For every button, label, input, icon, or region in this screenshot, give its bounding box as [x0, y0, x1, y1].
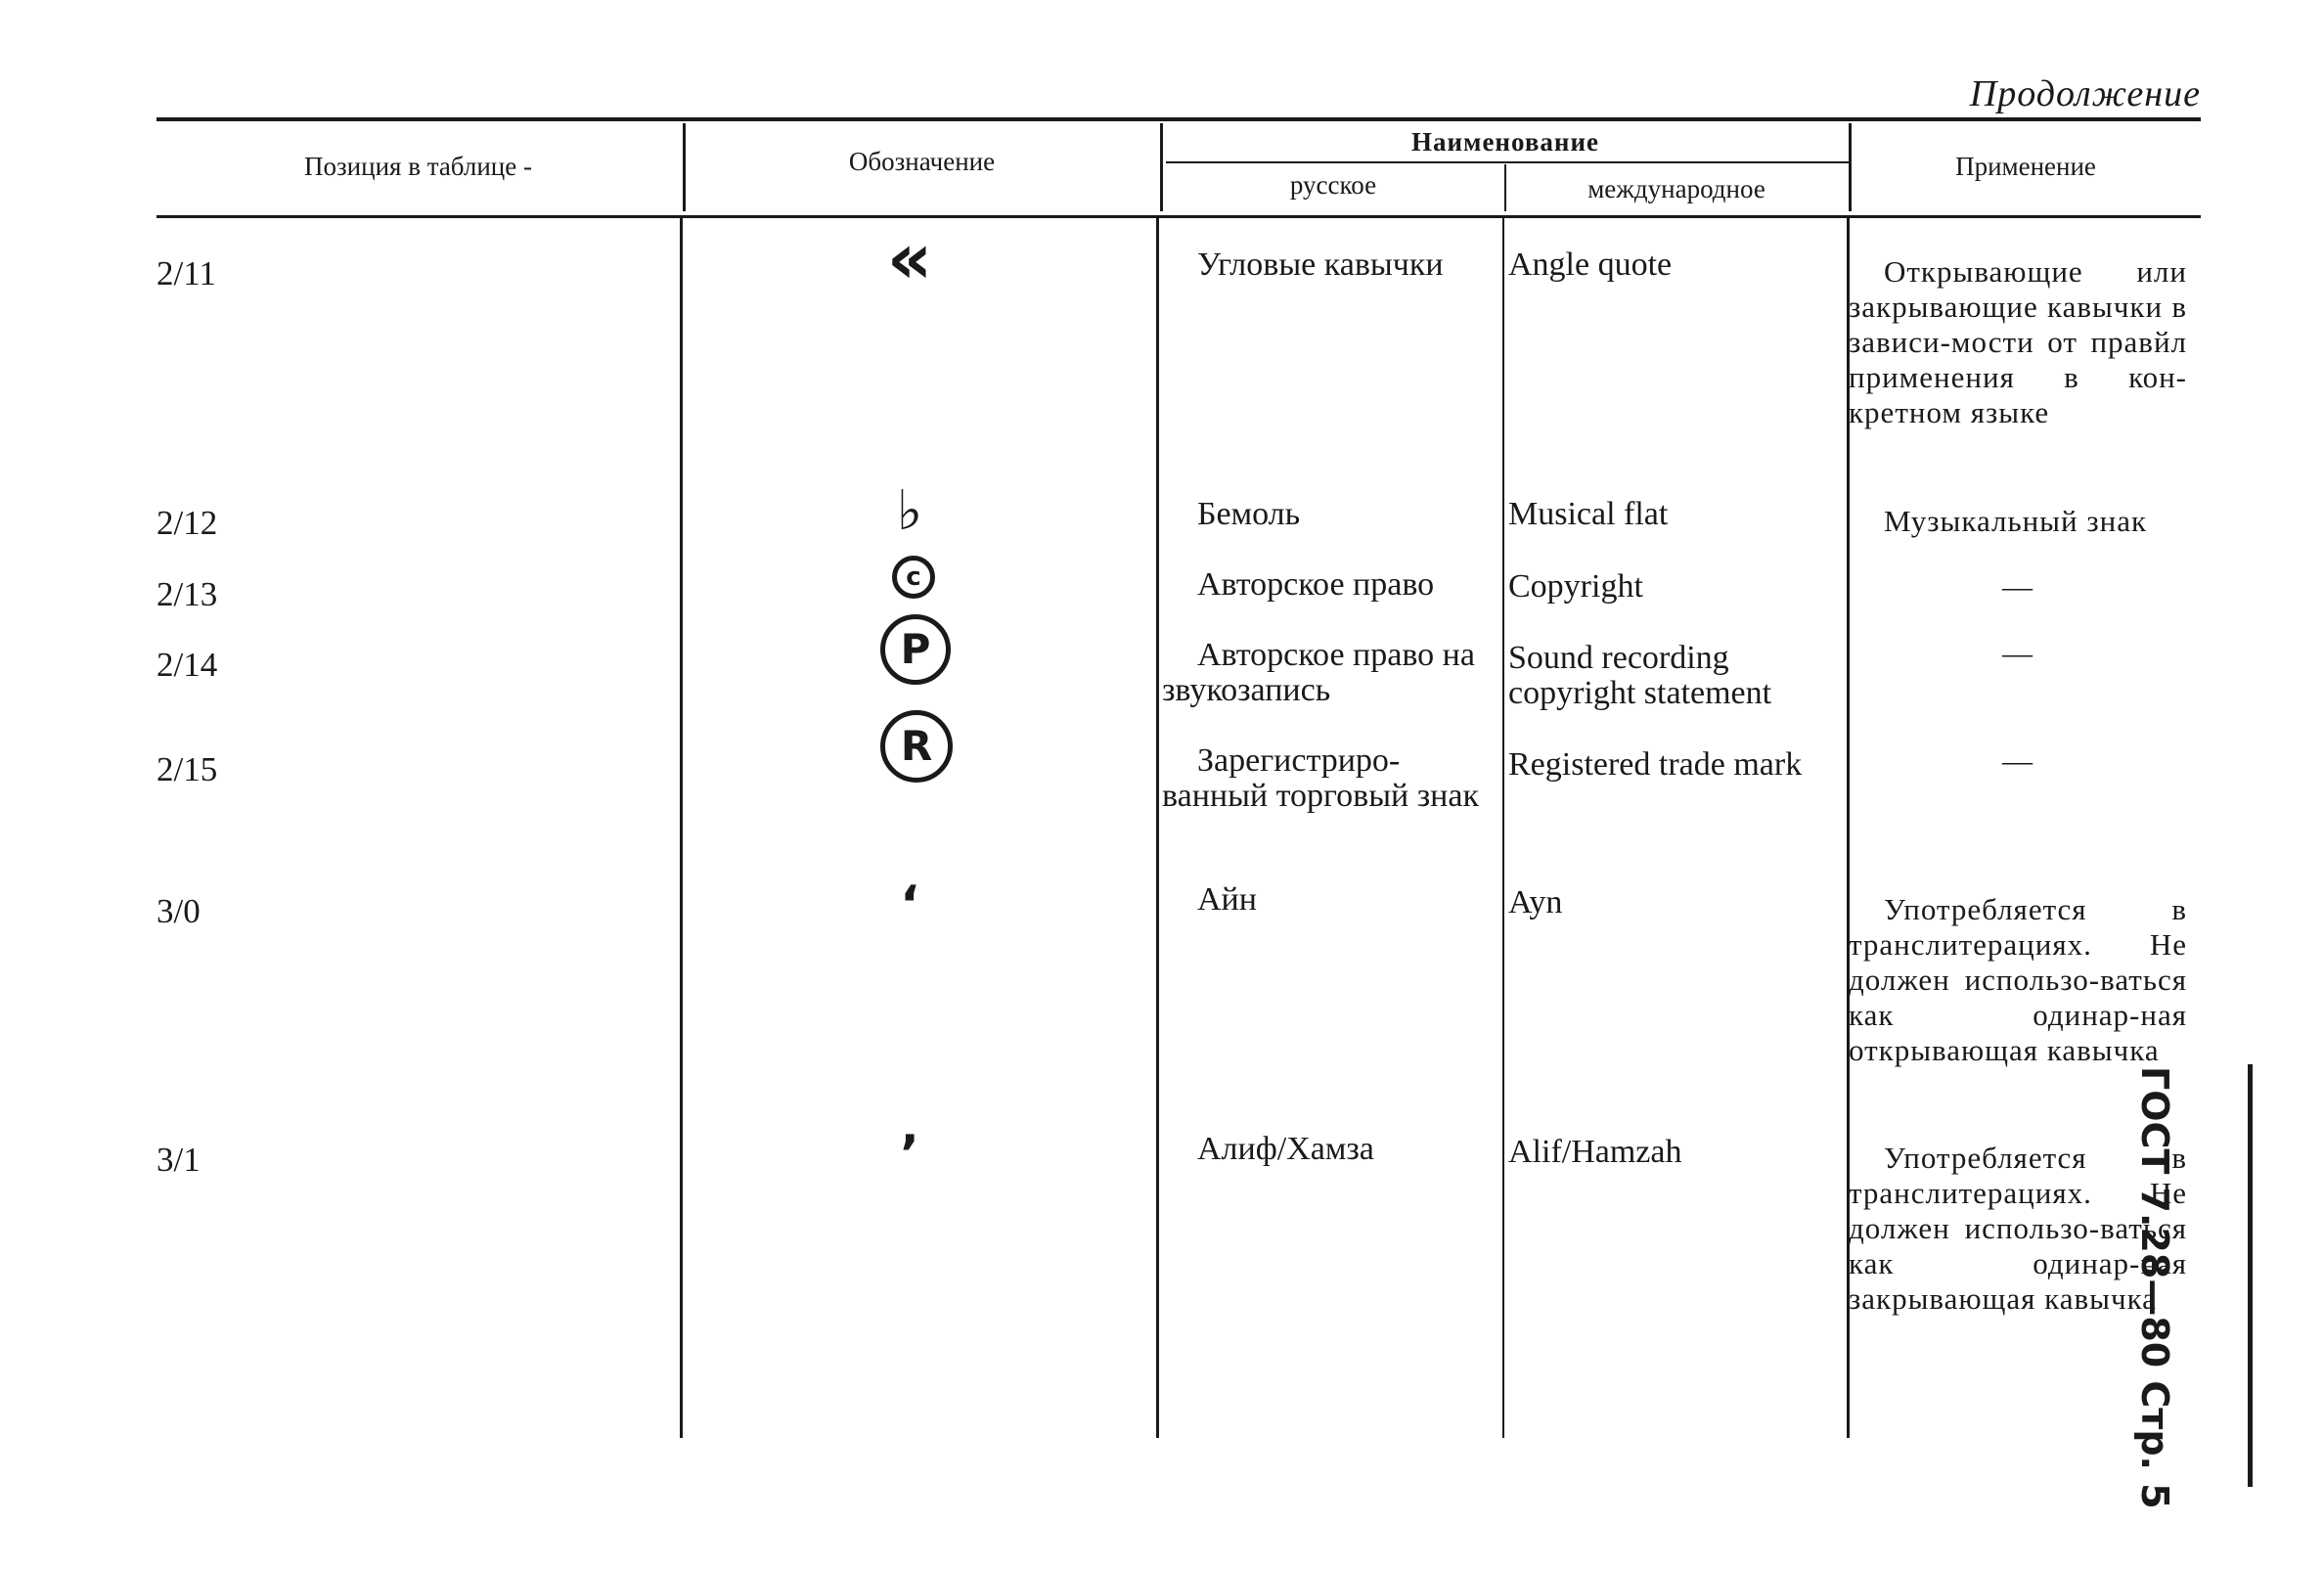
- copyright-icon: c: [892, 556, 935, 599]
- row-international-name: Angle quote: [1508, 247, 1673, 283]
- table-top-rule: [156, 117, 2201, 121]
- header-application: Применение: [1955, 152, 2096, 181]
- side-page-label: ГОСТ 7.28—80 Стр. 5: [2133, 1066, 2176, 1509]
- row-international-name: Ayn: [1508, 884, 1563, 920]
- col-divider-3-body: [1502, 217, 1504, 1438]
- row-application: —: [2002, 743, 2034, 778]
- row-russian-name: Бемоль: [1197, 496, 1301, 532]
- row-application: Музыкальный знак: [1884, 504, 2148, 538]
- row-russian-name: Айн: [1197, 881, 1257, 918]
- row-international-name: Alif/Hamzah: [1508, 1134, 1682, 1170]
- row-international-name: Copyright: [1508, 568, 1643, 605]
- row-position: 2/12: [156, 504, 218, 542]
- row-russian-name: Авторское право на звукозапись: [1162, 637, 1475, 708]
- row-application: Употребляется в транслитерациях. Не должен использо-ваться как одинар-ная закрывающая кавычка: [1849, 1141, 2187, 1316]
- col-divider-2: [1160, 123, 1163, 211]
- header-designation: Обозначение: [848, 147, 996, 176]
- row-position: 2/13: [156, 575, 218, 613]
- col-divider-2-body: [1156, 217, 1159, 1438]
- row-position: 2/14: [156, 646, 218, 684]
- side-rule: [2248, 1064, 2253, 1487]
- header-name: Наименование: [1411, 127, 1599, 157]
- header-bottom-rule: [156, 215, 2201, 218]
- row-position: 3/0: [156, 892, 201, 930]
- ayn-icon: ‘: [900, 875, 919, 934]
- sound-recording-copyright-icon: P: [880, 614, 951, 685]
- name-group-rule: [1166, 161, 1849, 163]
- row-russian-name: Алиф/Хамза: [1197, 1131, 1374, 1167]
- row-russian-name: Угловые кавычки: [1197, 247, 1444, 283]
- row-application: —: [2002, 569, 2034, 604]
- row-russian-name: Зарегистриро-ванный торговый знак: [1162, 742, 1479, 814]
- header-name-russian: русское: [1289, 170, 1377, 200]
- alif-hamzah-icon: ’: [900, 1125, 919, 1184]
- row-international-name: Musical flat: [1508, 496, 1669, 532]
- row-international-name: Sound recording copyright statement: [1508, 640, 1772, 711]
- row-position: 2/11: [156, 254, 216, 292]
- angle-quote-icon: «: [886, 217, 933, 299]
- registered-trademark-icon: R: [880, 710, 953, 783]
- row-russian-name: Авторское право: [1197, 566, 1435, 603]
- row-position: 2/15: [156, 750, 218, 788]
- row-position: 3/1: [156, 1141, 201, 1179]
- row-international-name: Registered trade mark: [1508, 746, 1803, 783]
- header-name-international: международное: [1587, 174, 1765, 203]
- row-application: Открывающие или закрывающие кавычки в зависи-мости от правйл применения в кон-кретном языке: [1849, 254, 2187, 429]
- row-application: Употребляется в транслитерациях. Не должен использо-ваться как одинар-ная открывающая кавычка: [1849, 892, 2187, 1067]
- continuation-label: Продолжение: [1969, 73, 2201, 114]
- col-divider-1-body: [680, 217, 683, 1438]
- row-application: —: [2002, 636, 2034, 670]
- musical-flat-icon: ♭: [896, 479, 923, 543]
- header-position: Позиция в таблице -: [304, 152, 532, 181]
